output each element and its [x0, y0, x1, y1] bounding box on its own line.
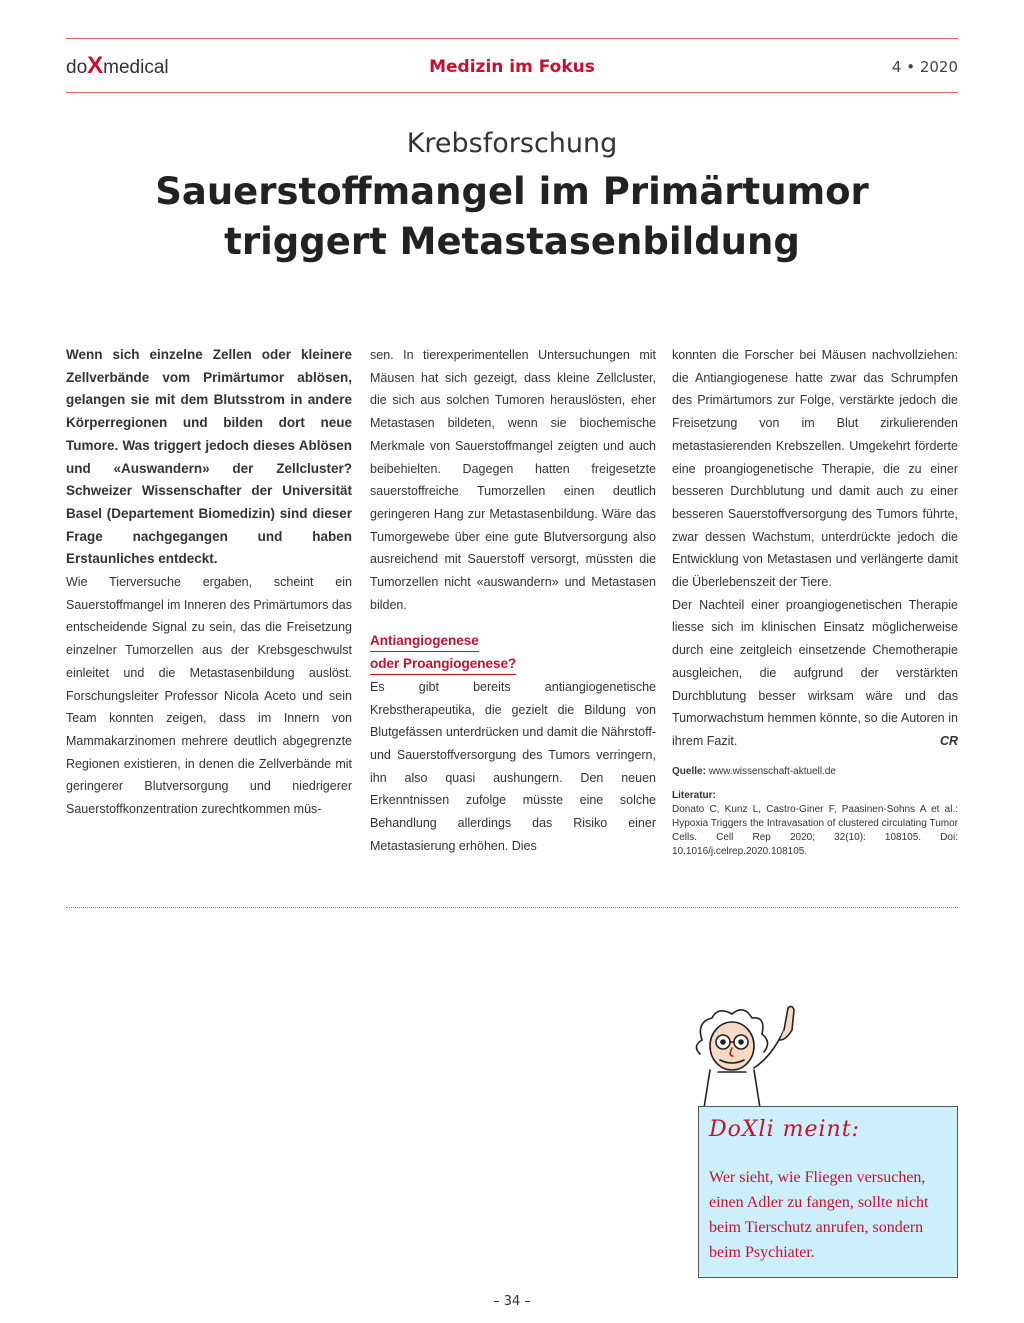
article-title-line-2: triggert Metastasenbildung [224, 220, 800, 263]
column-2-body-1: sen. In tierexperimentellen Untersuchungen mit Mäusen hat sich gezeigt, dass kleine Zellcluster, die sich aus solchen Tumoren herauslösten, eher Metastasen bildeten, wenn sie biochemische Merkmale von Sauerstoffmangel zeigten und auch beibehielten. Dagegen hatten freigesetzte sauerstoffreiche Tumorzellen einen deutlich geringeren Hang zur Metastasenbildung. Wäre das Tumorgewebe über eine gute Blutversorgung also ausreichend mit Sauerstoff versorgt, müssten die Tumorzellen nicht «auswandern» und Metastasen bilden. [370, 348, 656, 612]
doxli-quote-box [698, 1106, 958, 1278]
doxli-doctor-illustration [688, 1000, 808, 1108]
dotted-divider [66, 907, 958, 908]
page-number: – 34 – [493, 1294, 531, 1309]
literature-block [672, 789, 958, 859]
column-3-body-1: konnten die Forscher bei Mäusen nachvollziehen: die Antiangiogenese hatte zwar das Schrumpfen des Primärtumors zur Folge, verstärkte jedoch die Freisetzung von im Blut zirkulierenden metastasierenden Krebszellen. Umgekehrt förderte eine proangiogenetische Therapie, die zu einer besseren Durchblutung und damit auch zu einer besseren Sauerstoffversorgung des Tumors führte, zwar dessen Wachstum, unterdrückte jedoch die Entwicklung von Metastasen und verlängerte damit die Überlebenszeit der Tiere. [672, 348, 958, 590]
literature-label: Literatur: [672, 789, 716, 801]
issue-number: 4 • 2020 [891, 58, 958, 76]
article-kicker: Krebsforschung [406, 128, 618, 159]
article-column-1 [66, 344, 352, 821]
column-3-body-2 [672, 594, 958, 753]
literature-reference: Donato C, Kunz L, Castro-Giner F, Paasinen-Sohns A et al.: Hypoxia Triggers the Intravasation of clustered circulating Tumor Cells. Cell Rep 2020; 32(10): 108105. Doi: 10.1016/j.celrep.2020.108105. [672, 803, 958, 857]
source-line [672, 765, 958, 779]
article-title-line-1: Sauerstoffmangel im Primärtumor [155, 170, 869, 213]
subheading-line-1: Antiangiogenese [370, 631, 479, 652]
source-label: Quelle: [672, 765, 706, 777]
column-2-body-2: Es gibt bereits antiangiogenetische Krebstherapeutika, die gezielt die Bildung von Blutgefässen unterdrücken und damit die Nährstoff- und Sauerstoffversorgung des Tumors verringern, ihn also quasi aushungern. Den neuen Erkenntnissen zufolge müsste eine solche Behandlung allerdings das Risiko einer Metastasierung erhöhen. Dies [370, 679, 656, 853]
article-column-2 [370, 344, 656, 857]
article-column-3 [672, 344, 958, 859]
article-lead: Wenn sich einzelne Zellen oder kleinere Zellverbände vom Primärtumor ablösen, gelangen sie mit dem Blutsstrom in andere Körperregionen und bilden dort neue Tumore. Was triggert jedoch dieses Ablösen und «Auswandern» der Zellcluster? Schweizer Wissenschafter der Universität Basel (Departement Biomedizin) sind dieser Frage nachgegangen und haben Erstaunliches entdeckt. [66, 347, 352, 567]
logo-part-medical: medical [103, 57, 169, 78]
article-title [0, 167, 1024, 267]
section-title: Medizin im Fokus [429, 57, 595, 77]
subheading-line-2: oder Proangiogenese? [370, 654, 516, 675]
doxli-quote: Wer sieht, wie Fliegen versuchen, einen Adler zu fangen, sollte nicht beim Tierschutz anrufen, sondern beim Psychiater. [709, 1169, 929, 1261]
author-initials: CR [939, 733, 958, 748]
column-3-body-2-text: Der Nachteil einer proangiogenetischen Therapie liesse sich im klinischen Einsatz möglicherweise durch eine zeitgleich einsetzende Chemotherapie ausgleichen, die aufgrund der verstärkten Durchblutung besser wirksam wäre und das Tumorwachstum hemmen könnte, so die Autoren in ihrem Fazit. [672, 597, 958, 748]
article-subheading [370, 630, 516, 675]
source-link[interactable]: www.wissenschaft-aktuell.de [708, 765, 836, 777]
doxli-heading: DoXli meint: [709, 1117, 860, 1142]
header-top-rule [66, 38, 958, 39]
header-bottom-rule [66, 92, 958, 93]
logo-part-do: do [66, 57, 88, 78]
column-1-body: Wie Tierversuche ergaben, scheint ein Sauerstoffmangel im Inneren des Primärtumors das entscheidende Signal zu sein, das die Freisetzung einzelner Tumorzellen aus der Krebsgeschwulst einleitet und die Metastasenbildung auslöst. Forschungsleiter Professor Nicola Aceto und sein Team konnten zeigen, dass im Innern von Mammakarzinomen mehrere deutlich abgegrenzte Regionen existieren, in denen die Zellverbände mit geringerer Blutversorgung und niedrigerer Sauerstoffkonzentration zurechtkommen müs- [66, 575, 353, 817]
logo-x: X [87, 52, 104, 79]
